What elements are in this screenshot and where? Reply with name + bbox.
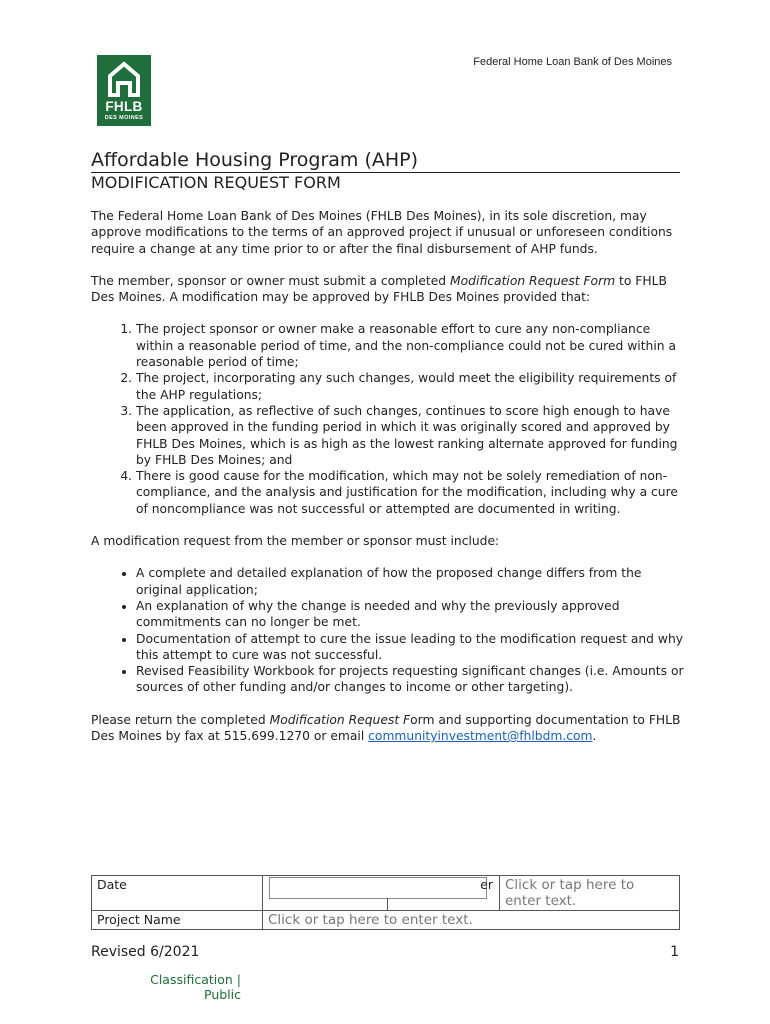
list-item: • Revised Feasibility Workbook for projects requesting significant changes (i.e. Amounts or sources of other funding and/or changes to income or other targeting). xyxy=(136,663,691,696)
list-item: • Documentation of attempt to cure the issue leading to the modification request and why this attempt to cure was not successful. xyxy=(136,631,691,664)
requirements-list xyxy=(91,565,691,695)
return-instructions: Please return the completed Modification Request Form and supporting documentation to FHLB Des Moines by fax at 515.699.1270 or email communityinvestment@fhlbdm.com. xyxy=(91,712,681,744)
list-item: 4. There is good cause for the modification, which may not be solely remediation of non-compliance, and the analysis and justification for the modification, including why a cure of noncompliance was not successful or attempted are documented in writing. xyxy=(136,468,691,517)
date-input-cell[interactable] xyxy=(263,876,500,911)
right-input-placeholder[interactable]: Click or tap here to enter text. xyxy=(505,877,635,909)
date-input-box[interactable] xyxy=(269,877,487,899)
date-label: Date xyxy=(97,877,127,892)
field-divider xyxy=(387,898,388,910)
submission-paragraph: The member, sponsor or owner must submit a completed Modification Request Form to FHLB Des Moines. A modification may be approved by FHLB Des Moines provided that: xyxy=(91,273,667,305)
fhlb-logo xyxy=(97,55,151,126)
intro-paragraph: The Federal Home Loan Bank of Des Moines (FHLB Des Moines), in its sole discretion, may approve modifications to the terms of an approved project if unusual or unforeseen conditions require a change at any time prior to or after the final disbursement of AHP funds. xyxy=(91,209,673,256)
project-name-placeholder[interactable]: Click or tap here to enter text. xyxy=(268,912,473,928)
house-icon xyxy=(97,59,151,97)
logo-subname: DES MOINES xyxy=(104,115,144,121)
header-org-name: Federal Home Loan Bank of Des Moines xyxy=(473,56,672,68)
project-name-input-cell[interactable] xyxy=(263,911,680,930)
list-item: 1. The project sponsor or owner make a reasonable effort to cure any non-compliance within a reasonable period of time, and the non-compliance could not be cured within a reasonable period of time; xyxy=(136,321,691,370)
right-input-cell[interactable] xyxy=(500,876,680,911)
page-number: 1 xyxy=(670,944,679,960)
form-name-italic: Modification Request Form xyxy=(450,273,616,288)
requirements-intro: A modification request from the member or sponsor must include: xyxy=(91,534,500,549)
date-label-cell xyxy=(92,876,263,911)
list-item: 2. The project, incorporating any such changes, would meet the eligibility requirements of the AHP regulations; xyxy=(136,370,691,403)
project-info-table xyxy=(91,875,680,930)
list-item: 3. The application, as reflective of such changes, continues to score high enough to have been approved in the funding period in which it was originally scored and approved by FHLB Des Moines, which is as high as the lowest ranking alternate approved for funding by FHLB Des Moines; and xyxy=(136,403,691,468)
hidden-label-fragment: er xyxy=(480,877,493,892)
list-item: • An explanation of why the change is needed and why the previously approved commitments can no longer be met. xyxy=(136,598,691,631)
page-title: Affordable Housing Program (AHP) xyxy=(91,148,680,173)
list-item: • A complete and detailed explanation of how the proposed change differs from the original application; xyxy=(136,565,691,598)
conditions-list xyxy=(91,321,691,517)
document-body xyxy=(91,208,691,760)
logo-name: FHLB xyxy=(105,99,143,114)
classification-label: Classification | Public xyxy=(150,972,241,1002)
email-link[interactable]: communityinvestment@fhlbdm.com xyxy=(368,729,593,744)
project-name-label-cell xyxy=(92,911,263,930)
revision-date: Revised 6/2021 xyxy=(91,944,200,960)
project-name-label: Project Name xyxy=(97,912,181,927)
page-subtitle: MODIFICATION REQUEST FORM xyxy=(91,173,341,192)
